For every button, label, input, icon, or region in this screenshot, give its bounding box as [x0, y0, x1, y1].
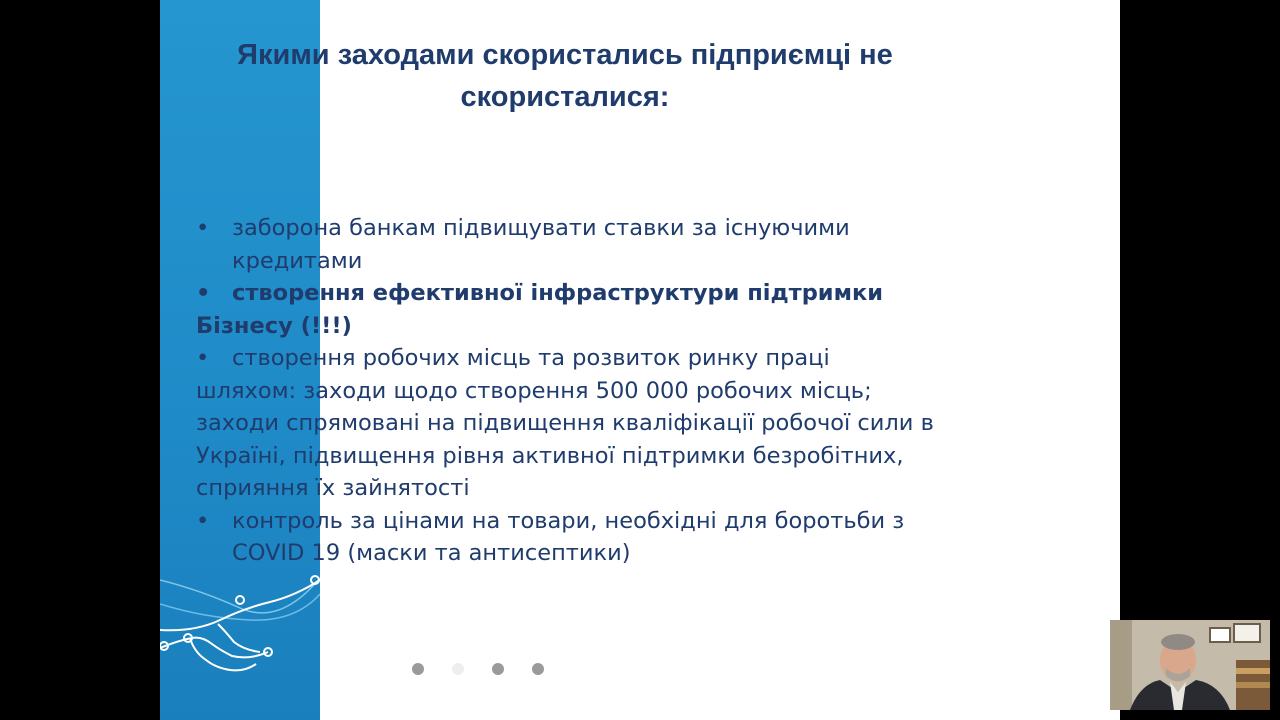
list-item-text: створення ефективної інфраструктури підтримки Бізнесу (!!!): [196, 280, 883, 339]
page-dot-4[interactable]: [532, 663, 544, 675]
list-item: [196, 505, 936, 570]
slide-bullet-list: [196, 212, 936, 570]
bullet-marker: •: [196, 280, 211, 306]
list-item-text: створення робочих місць та розвиток ринку праці шляхом: заходи щодо створення 500 000 робочих місць; заходи спрямовані на підвищення кваліфікації робочої сили в Україні, підвищення рівня активної підтримки безробітних, сприяння їх зайнятості: [196, 345, 934, 501]
page-dot-2-current[interactable]: [452, 663, 464, 675]
list-item: [196, 212, 936, 277]
handshake-line-art: [160, 560, 320, 720]
presenter-video-icon: [1110, 620, 1270, 710]
bullet-marker: •: [196, 215, 210, 241]
slide-title: Якими заходами скористались підприємці не скористалися:: [237, 39, 893, 113]
list-item-text: контроль за цінами на товари, необхідні для боротьби з COVID 19 (маски та антисептики): [232, 507, 905, 566]
slide-pagination-dots: [412, 663, 544, 675]
list-item-text: заборона банкам підвищувати ставки за існуючими кредитами: [232, 215, 850, 274]
page-dot-3[interactable]: [492, 663, 504, 675]
list-item: [196, 342, 936, 505]
page-dot-1[interactable]: [412, 663, 424, 675]
list-item: [196, 277, 936, 342]
webcam-video-thumbnail[interactable]: [1110, 620, 1270, 710]
bullet-marker: •: [196, 507, 210, 534]
bullet-marker: •: [196, 345, 210, 371]
